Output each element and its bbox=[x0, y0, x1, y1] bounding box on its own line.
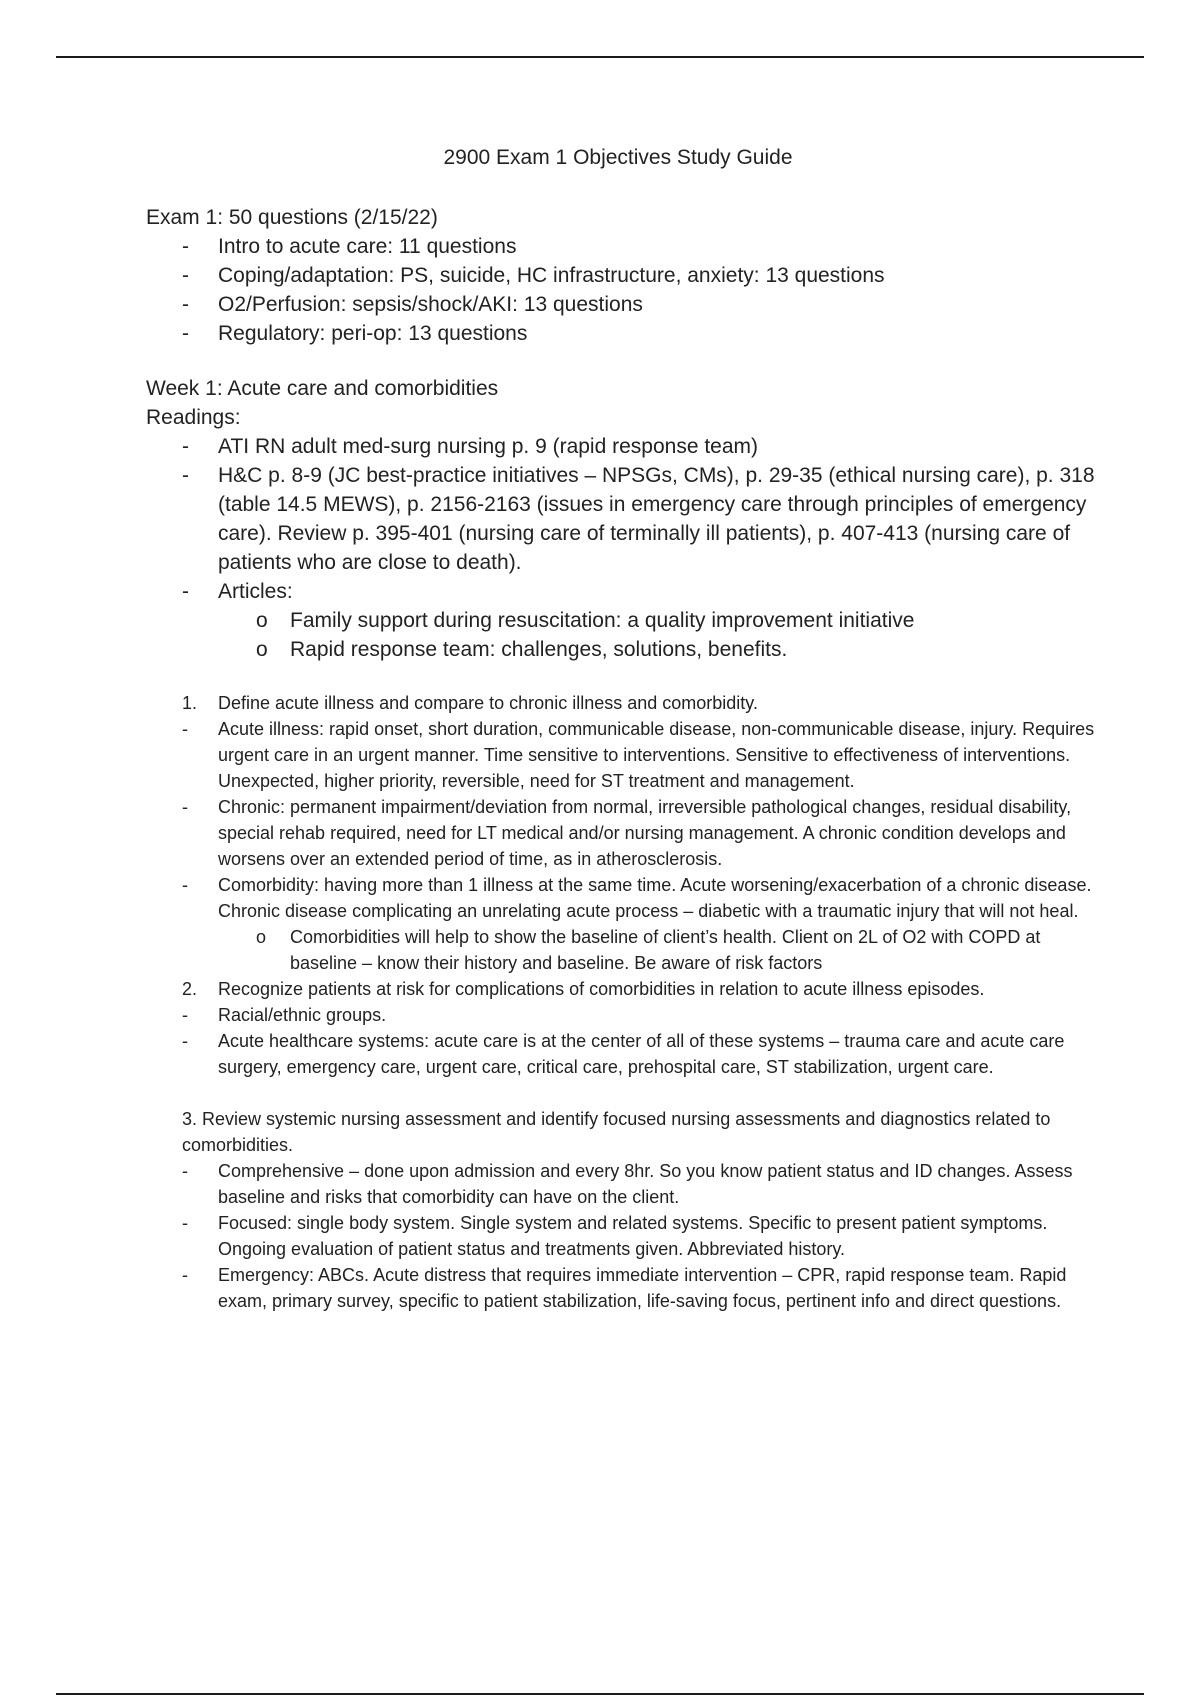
list-item: - ATI RN adult med-surg nursing p. 9 (rapid response team) bbox=[182, 435, 759, 458]
list-item: - Comorbidity: having more than 1 illness at the same time. Acute worsening/exacerbation of a chronic disease. Chronic disease complicating an unrelating acute process – diabetic with a traumatic injury that will not heal. bbox=[182, 875, 1092, 921]
list-item: - Acute healthcare systems: acute care is at the center of all of these systems – trauma care and acute care surgery, emergency care, urgent care, critical care, prehospital care, ST stabilization, urgent care. bbox=[182, 1031, 1065, 1077]
list-item: - Acute illness: rapid onset, short duration, communicable disease, non-communicable disease, injury. Requires urgent care in an urgent manner. Time sensitive to interventions. Sensitive to effectiveness of interventions. Unexpected, higher priority, reversible, need for ST treatment and management. bbox=[182, 719, 1095, 791]
week1-heading: Week 1: Acute care and comorbidities bbox=[146, 377, 499, 400]
objective-3 bbox=[146, 1158, 1106, 1314]
list-item: o Rapid response team: challenges, solutions, benefits. bbox=[256, 638, 788, 661]
objective-heading: 1. Define acute illness and compare to chronic illness and comorbidity. bbox=[182, 693, 758, 713]
list-item: - Chronic: permanent impairment/deviation from normal, irreversible pathological changes, residual disability, special rehab required, need for LT medical and/or nursing management. A chronic condition develops and worsens over an extended period of time, as in atherosclerosis. bbox=[182, 797, 1072, 869]
readings-list bbox=[146, 432, 1106, 606]
list-item: - H&C p. 8-9 (JC best-practice initiatives – NPSGs, CMs), p. 29-35 (ethical nursing care), p. 318 (table 14.5 MEWS), p. 2156-2163 (issues in emergency care through principles of emergency care). Review p. 395-401 (nursing care of terminally ill patients), p. 407-413 (nursing care of patients who are close to death). bbox=[182, 464, 1095, 574]
exam-section bbox=[146, 203, 1106, 1314]
list-item: o Family support during resuscitation: a quality improvement initiative bbox=[256, 609, 915, 632]
list-item: - Racial/ethnic groups. bbox=[182, 1005, 387, 1025]
objective-3-heading: 3. Review systemic nursing assessment and identify focused nursing assessments and diagnostics related to comorbidities. bbox=[182, 1109, 1051, 1155]
list-item: - Articles: bbox=[182, 580, 293, 603]
objective-1 bbox=[146, 690, 1106, 924]
document-title: 2900 Exam 1 Objectives Study Guide bbox=[443, 146, 793, 169]
list-item: o Comorbidities will help to show the baseline of client’s health. Client on 2L of O2 with COPD at baseline – know their history and baseline. Be aware of risk factors bbox=[256, 927, 1041, 973]
readings-label: Readings: bbox=[146, 406, 241, 429]
list-item: - Emergency: ABCs. Acute distress that requires immediate intervention – CPR, rapid response team. Rapid exam, primary survey, specific to patient stabilization, life-saving focus, pertinent info and direct questions. bbox=[182, 1265, 1067, 1311]
objective-heading: 2. Recognize patients at risk for complications of comorbidities in relation to acute illness episodes. bbox=[182, 979, 985, 999]
list-item: - Coping/adaptation: PS, suicide, HC infrastructure, anxiety: 13 questions bbox=[182, 264, 885, 287]
exam-heading: Exam 1: 50 questions (2/15/22) bbox=[146, 206, 438, 229]
articles-list bbox=[146, 606, 1106, 664]
exam-items bbox=[146, 232, 1106, 348]
objective-1-sublist bbox=[146, 924, 1106, 976]
header-rule bbox=[56, 56, 1144, 58]
list-item: - Intro to acute care: 11 questions bbox=[182, 235, 517, 258]
list-item: - Focused: single body system. Single system and related systems. Specific to present patient symptoms. Ongoing evaluation of patient status and treatments given. Abbreviated history. bbox=[182, 1213, 1048, 1259]
list-item: - Comprehensive – done upon admission and every 8hr. So you know patient status and ID changes. Assess baseline and risks that comorbidity can have on the client. bbox=[182, 1161, 1073, 1207]
objective-2 bbox=[146, 976, 1106, 1080]
list-item: - O2/Perfusion: sepsis/shock/AKI: 13 questions bbox=[182, 293, 643, 316]
list-item: - Regulatory: peri-op: 13 questions bbox=[182, 322, 528, 345]
footer-rule bbox=[56, 1693, 1144, 1695]
